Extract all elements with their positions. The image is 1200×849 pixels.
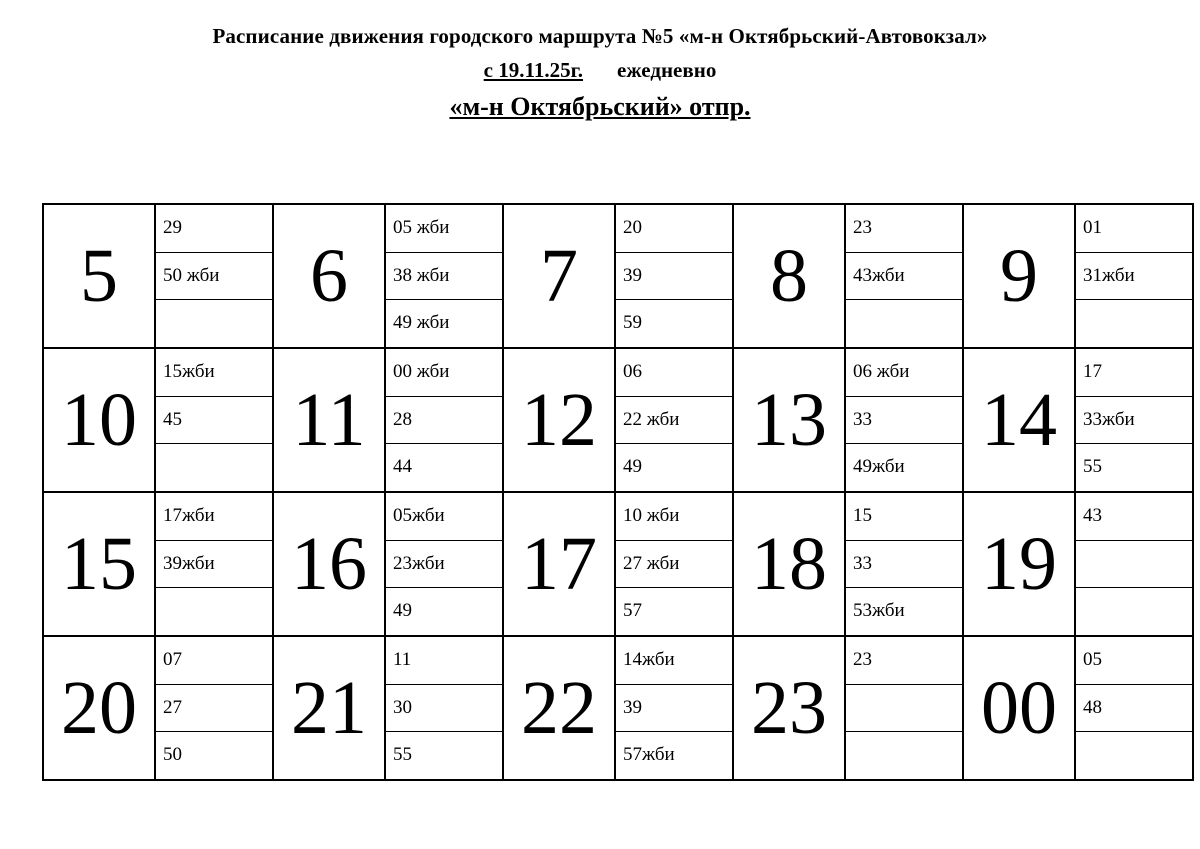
minutes-cell bbox=[385, 636, 503, 780]
minute-entry bbox=[156, 300, 272, 347]
hour-cell: 7 bbox=[503, 204, 615, 348]
minute-entry: 33жби bbox=[1076, 396, 1192, 443]
hour-cell: 19 bbox=[963, 492, 1075, 636]
hour-cell: 16 bbox=[273, 492, 385, 636]
minutes-cell bbox=[615, 348, 733, 492]
minute-entry: 23 bbox=[853, 216, 872, 238]
minutes-cell bbox=[155, 204, 273, 348]
minutes-cell bbox=[615, 204, 733, 348]
minute-entry: 59 bbox=[616, 300, 732, 347]
minute-entry: 23жби bbox=[386, 540, 502, 587]
minute-entry: 00 жби bbox=[393, 360, 450, 382]
minute-entry: 05жби bbox=[393, 504, 445, 526]
minute-entry: 30 bbox=[386, 684, 502, 731]
hour-cell: 20 bbox=[43, 636, 155, 780]
hour-cell: 17 bbox=[503, 492, 615, 636]
table-row bbox=[43, 636, 1193, 780]
minute-entry bbox=[1076, 300, 1192, 347]
minute-entry: 33 bbox=[846, 396, 962, 443]
minutes-cell bbox=[1075, 204, 1193, 348]
minute-entry: 05 жби bbox=[393, 216, 450, 238]
minute-entry: 57жби bbox=[616, 732, 732, 779]
validity-line bbox=[0, 58, 1200, 83]
minutes-cell bbox=[385, 204, 503, 348]
minute-entry bbox=[846, 732, 962, 779]
hour-cell: 15 bbox=[43, 492, 155, 636]
hour-cell: 18 bbox=[733, 492, 845, 636]
table-row bbox=[43, 492, 1193, 636]
minute-entry: 31жби bbox=[1076, 252, 1192, 299]
hour-cell: 12 bbox=[503, 348, 615, 492]
minute-entry: 33 bbox=[846, 540, 962, 587]
minute-entry: 15 bbox=[853, 504, 872, 526]
minute-entry: 15жби bbox=[163, 360, 215, 382]
minute-entry: 49жби bbox=[846, 444, 962, 491]
table-row bbox=[43, 348, 1193, 492]
minute-entry bbox=[156, 588, 272, 635]
minute-entry: 55 bbox=[386, 732, 502, 779]
minute-entry: 17 bbox=[1083, 360, 1102, 382]
minute-entry: 17жби bbox=[163, 504, 215, 526]
hour-cell: 13 bbox=[733, 348, 845, 492]
document-header bbox=[0, 0, 1200, 124]
minute-entry bbox=[1076, 588, 1192, 635]
minute-entry: 11 bbox=[393, 648, 412, 670]
minute-entry: 55 bbox=[1076, 444, 1192, 491]
minutes-cell bbox=[1075, 636, 1193, 780]
minute-entry: 49 жби bbox=[386, 300, 502, 347]
page-title: Расписание движения городского маршрута №5 «м-н Октябрьский-Автовокзал» bbox=[212, 24, 988, 48]
minutes-cell bbox=[385, 348, 503, 492]
hour-cell: 22 bbox=[503, 636, 615, 780]
minute-entry: 39 bbox=[616, 252, 732, 299]
minute-entry: 53жби bbox=[846, 588, 962, 635]
minute-entry: 07 bbox=[163, 648, 182, 670]
minutes-cell bbox=[615, 636, 733, 780]
minute-entry: 39жби bbox=[156, 540, 272, 587]
minutes-cell bbox=[845, 348, 963, 492]
minute-entry: 27 bbox=[156, 684, 272, 731]
minutes-cell bbox=[845, 636, 963, 780]
hour-cell: 5 bbox=[43, 204, 155, 348]
hour-cell: 8 bbox=[733, 204, 845, 348]
minutes-cell bbox=[155, 636, 273, 780]
minute-entry: 23 bbox=[853, 648, 872, 670]
minute-entry bbox=[1076, 732, 1192, 779]
hour-cell: 6 bbox=[273, 204, 385, 348]
hour-cell: 10 bbox=[43, 348, 155, 492]
minute-entry: 27 жби bbox=[616, 540, 732, 587]
minute-entry: 06 жби bbox=[853, 360, 910, 382]
minute-entry: 14жби bbox=[623, 648, 675, 670]
minute-entry: 05 bbox=[1083, 648, 1102, 670]
minute-entry: 28 bbox=[386, 396, 502, 443]
minutes-cell bbox=[155, 348, 273, 492]
minutes-cell bbox=[1075, 348, 1193, 492]
schedule-body bbox=[43, 204, 1193, 780]
minute-entry: 50 bbox=[156, 732, 272, 779]
minute-entry bbox=[846, 684, 962, 731]
table-row bbox=[43, 204, 1193, 348]
hour-cell: 23 bbox=[733, 636, 845, 780]
minute-entry: 57 bbox=[616, 588, 732, 635]
minute-entry: 38 жби bbox=[386, 252, 502, 299]
schedule-table bbox=[42, 203, 1194, 781]
minute-entry bbox=[156, 444, 272, 491]
hour-cell: 9 bbox=[963, 204, 1075, 348]
minute-entry: 06 bbox=[623, 360, 642, 382]
minute-entry: 50 жби bbox=[156, 252, 272, 299]
minutes-cell bbox=[845, 492, 963, 636]
minute-entry: 45 bbox=[156, 396, 272, 443]
hour-cell: 14 bbox=[963, 348, 1075, 492]
minute-entry: 49 bbox=[386, 588, 502, 635]
minute-entry bbox=[1076, 540, 1192, 587]
minute-entry: 20 bbox=[623, 216, 642, 238]
minute-entry: 43 bbox=[1083, 504, 1102, 526]
minutes-cell bbox=[1075, 492, 1193, 636]
minute-entry: 10 жби bbox=[623, 504, 680, 526]
start-date: с 19.11.25г. bbox=[483, 58, 584, 83]
minutes-cell bbox=[615, 492, 733, 636]
minutes-cell bbox=[845, 204, 963, 348]
frequency-label: ежедневно bbox=[617, 58, 717, 83]
minute-entry bbox=[846, 300, 962, 347]
minute-entry: 43жби bbox=[846, 252, 962, 299]
minutes-cell bbox=[155, 492, 273, 636]
minutes-cell bbox=[385, 492, 503, 636]
minute-entry: 39 bbox=[616, 684, 732, 731]
hour-cell: 11 bbox=[273, 348, 385, 492]
hour-cell: 21 bbox=[273, 636, 385, 780]
minute-entry: 48 bbox=[1076, 684, 1192, 731]
minute-entry: 22 жби bbox=[616, 396, 732, 443]
direction-title: «м-н Октябрьский» отпр. bbox=[449, 92, 751, 122]
hour-cell: 00 bbox=[963, 636, 1075, 780]
minute-entry: 49 bbox=[616, 444, 732, 491]
minute-entry: 01 bbox=[1083, 216, 1102, 238]
minute-entry: 29 bbox=[163, 216, 182, 238]
minute-entry: 44 bbox=[386, 444, 502, 491]
